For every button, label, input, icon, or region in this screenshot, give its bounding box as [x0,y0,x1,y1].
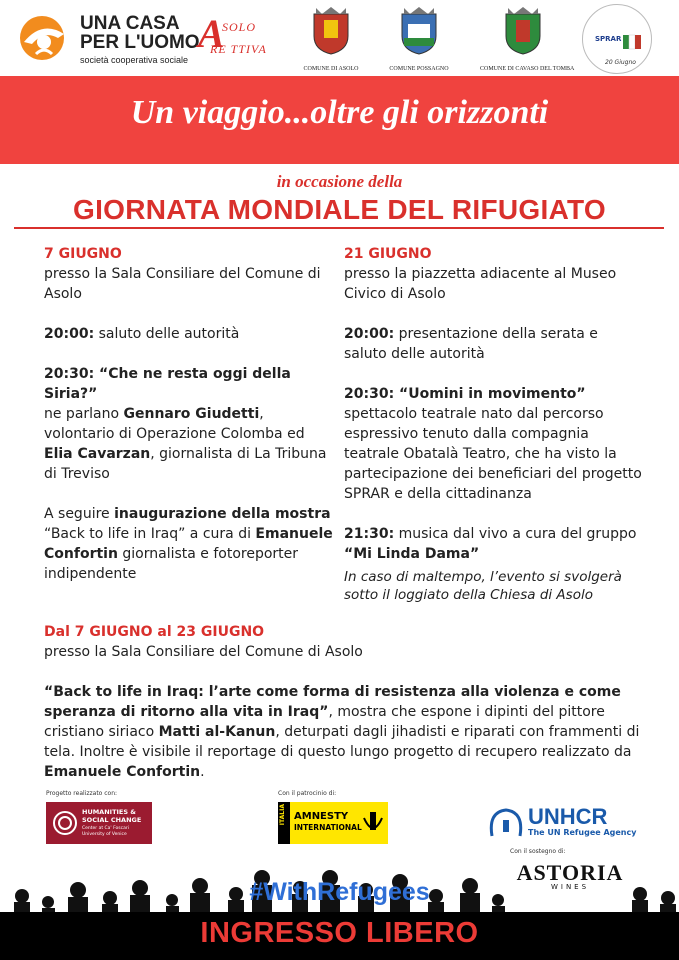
sprar-logo: SPRAR 20 Giugno [582,4,652,74]
left-date: 7 GIUGNO [44,246,122,262]
asolo-crest-icon [310,6,352,56]
candle-icon [362,808,384,838]
cooperative-subtitle: società cooperativa sociale [80,55,189,65]
hsc-spiral-icon [52,810,78,836]
cooperative-logo-icon [14,12,74,62]
cooperative-name: UNA CASA PER L'UOMO [80,13,200,53]
logo-strip [0,0,679,75]
patronage-caption: Con il patrocinio di: [278,790,337,797]
right-column [344,244,644,604]
right-item-1: 20:00: presentazione della serata e saluto delle autorità [344,326,598,362]
left-item-2: 20:30: “Che ne resta oggi della Siria?” ne parlano Gennaro Giudetti, volontario di Operazione Colomba ed Elia Cavarzan, giornalista di La Tribuna di Treviso [44,366,327,482]
unhcr-logo: UNHCR The UN Refugee Agency [488,806,638,840]
right-item-2: 20:30: “Uomini in movimento” spettacolo teatrale nato dal percorso espressivo tenuto dalla compagnia teatrale Obatalà Teatro, che ha visto la partecipazione dei beneficiari del progetto SPRAR e della cittadinanza [344,386,642,502]
support-caption: Con il sostegno di: [510,848,566,855]
hashtag: #WithRefugees [249,878,430,906]
hsc-logo: HUMANITIES & SOCIAL CHANGE Center at Ca' Foscari University of Venice [46,802,152,844]
left-item-3: A seguire inaugurazione della mostra “Back to life in Iraq” a cura di Emanuele Confortin giornalista e fotoreporter indipendente [44,506,333,582]
possagno-crest-icon [398,6,440,56]
amnesty-logo: ITALIA AMNESTY INTERNATIONAL [278,802,388,844]
free-entry-text: INGRESSO LIBERO [200,917,479,949]
exhibition-section [44,622,644,782]
left-item-1: 20:00: saluto delle autorità [44,326,240,342]
exhibition-place: presso la Sala Consiliare del Comune di Asolo [44,644,363,660]
cavaso-caption: COMUNE DI CAVASO DEL TOMBA [480,66,575,72]
left-place: presso la Sala Consiliare del Comune di Asolo [44,266,321,302]
cavaso-crest-icon [502,6,544,56]
unhcr-hands-icon [488,806,524,840]
exhibition-dates: Dal 7 GIUGNO al 23 GIUGNO [44,624,265,640]
asolo-caption: COMUNE DI ASOLO [303,66,359,72]
left-column [44,244,334,584]
exhibition-description: “Back to life in Iraq: l’arte come forma di resistenza alla violenza e come speranza di ritorno alla vita in Iraq”, mostra che espone i dipinti del pittore cristiano siriaco Matti al-Kanun, deturpati dagli jihadisti e riparati con frammenti di tela. Inoltre è visibile il reportage di questo lungo progetto di recupero realizzato da Emanuele Confortin. [44,684,640,780]
event-title: GIORNATA MONDIALE DEL RIFUGIATO [73,194,606,225]
project-caption: Progetto realizzato con: [46,790,118,797]
title-underline [14,227,664,229]
astoria-logo: ASTORIA WINES [510,858,630,894]
right-place: presso la piazzetta adiacente al Museo Civico di Asolo [344,266,617,302]
right-date: 21 GIUGNO [344,246,432,262]
right-item-3: 21:30: musica dal vivo a cura del gruppo “Mi Linda Dama” [344,526,637,562]
asolo-reattiva-logo: A SOLO RE TTIVA [198,11,267,56]
occasion-text: in occasione della [276,172,403,191]
possagno-caption: COMUNE POSSAGNO [389,66,449,72]
banner-title: Un viaggio...oltre gli orizzonti [130,94,549,131]
weather-note: In caso di maltempo, l’evento si svolgerà sotto il loggiato della Chiesa di Asolo [344,569,622,603]
